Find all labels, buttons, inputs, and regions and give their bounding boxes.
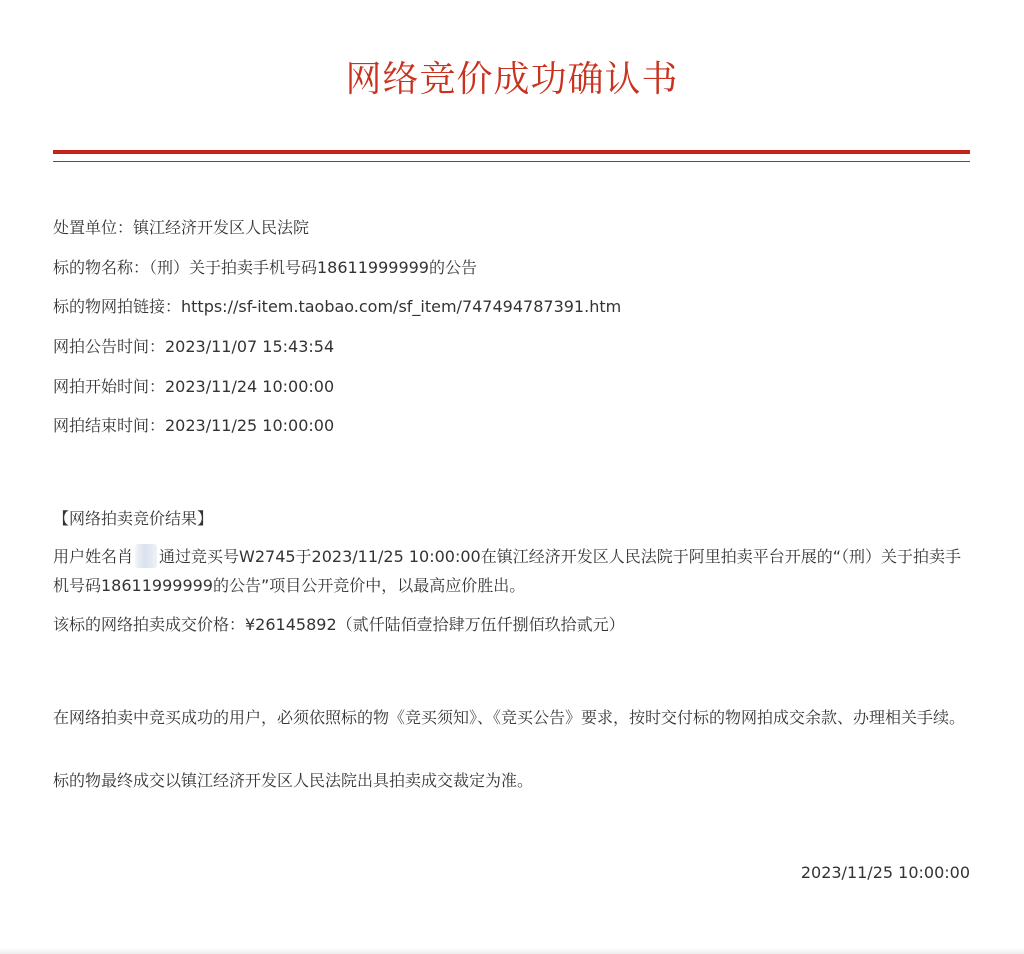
footer-date: 2023/11/25 10:00:00 [800, 863, 970, 882]
item-name: 标的物名称：（刑）关于拍卖手机号码18611999999的公告 [53, 258, 477, 277]
user-name-prefix: 用户姓名肖 [53, 547, 134, 566]
bottom-edge-shade [0, 948, 1024, 954]
result-text: 通过竞买号W2745于2023/11/25 10:00:00在镇江经济开发区人民法院于阿里拍卖平台开展的“（刑）关于拍卖手机号码18611999999的公告”项目公开竞价中，以最高应价胜出。 [53, 547, 962, 595]
announce-time: 网拍公告时间：2023/11/07 15:43:54 [53, 337, 335, 356]
result-heading: 【网络拍卖竞价结果】 [53, 509, 214, 528]
title-divider-thick [53, 150, 970, 154]
document-title: 网络竞价成功确认书 [345, 59, 679, 100]
notice-paragraph-2: 标的物最终成交以镇江经济开发区人民法院出具拍卖成交裁定为准。 [53, 771, 534, 790]
notice-paragraph-1: 在网络拍卖中竞买成功的用户，必须依照标的物《竞买须知》、《竞买公告》要求，按时交付标的物网拍成交余款、办理相关手续。 [53, 708, 966, 727]
redacted-name-blur [135, 544, 157, 568]
disposal-unit: 处置单位：镇江经济开发区人民法院 [53, 218, 310, 237]
end-time: 网拍结束时间：2023/11/25 10:00:00 [53, 416, 335, 435]
item-link: 标的物网拍链接：https://sf-item.taobao.com/sf_item/747494787391.htm [53, 297, 622, 316]
result-paragraph [53, 542, 973, 600]
deal-price: 该标的网络拍卖成交价格：¥26145892（贰仟陆佰壹拾肆万伍仟捌佰玖拾贰元） [53, 615, 625, 634]
title-divider-thin [53, 161, 970, 162]
start-time: 网拍开始时间：2023/11/24 10:00:00 [53, 377, 335, 396]
